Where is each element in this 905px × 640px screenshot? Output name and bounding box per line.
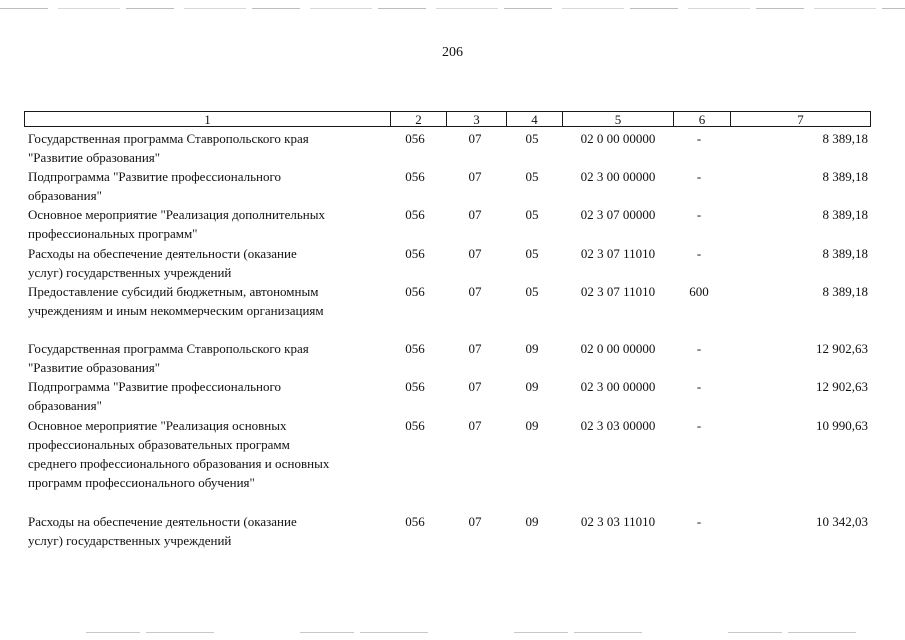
row-target-article: 02 0 00 00000: [580, 131, 656, 146]
row-name: Подпрограмма "Развитие профессионального образования": [28, 379, 281, 413]
row-subsection: 09: [525, 341, 539, 356]
row-name: Основное мероприятие "Реализация основных профессиональных образовательных программ среднего профессионального образования и основных программ профессионального обучения": [28, 418, 330, 490]
row-amount: 8 389,18: [822, 246, 868, 261]
row-code-admin: 056: [405, 169, 425, 184]
row-expense-type: -: [696, 341, 702, 356]
row-code-admin: 056: [405, 246, 425, 261]
row-amount: 8 389,18: [822, 169, 868, 184]
row-subsection: 05: [525, 169, 539, 184]
row-amount: 8 389,18: [822, 284, 868, 299]
row-subsection: 09: [525, 514, 539, 529]
row-target-article: 02 0 00 00000: [580, 341, 656, 356]
row-name: Государственная программа Ставропольского края "Развитие образования": [28, 131, 309, 165]
row-name: Государственная программа Ставропольского края "Развитие образования": [28, 341, 309, 375]
row-amount: 10 342,03: [816, 514, 868, 529]
row-section: 07: [468, 514, 482, 529]
row-code-admin: 056: [405, 418, 425, 433]
header-cell-3: 3: [447, 112, 507, 126]
header-cell-4: 4: [507, 112, 563, 126]
row-section: 07: [468, 207, 482, 222]
row-code-admin: 056: [405, 284, 425, 299]
row-amount: 12 902,63: [816, 379, 868, 394]
row-target-article: 02 3 00 00000: [580, 169, 656, 184]
row-target-article: 02 3 07 11010: [580, 246, 656, 261]
row-code-admin: 056: [405, 379, 425, 394]
row-code-admin: 056: [405, 514, 425, 529]
row-subsection: 05: [525, 246, 539, 261]
row-subsection: 05: [525, 207, 539, 222]
row-section: 07: [468, 284, 482, 299]
row-amount: 8 389,18: [822, 131, 868, 146]
row-target-article: 02 3 07 00000: [580, 207, 656, 222]
row-name: Расходы на обеспечение деятельности (оказание услуг) государственных учреждений: [28, 514, 297, 548]
row-amount: 12 902,63: [816, 341, 868, 356]
row-expense-type: 600: [689, 284, 709, 299]
row-expense-type: -: [696, 169, 702, 184]
row-name: Подпрограмма "Развитие профессионального образования": [28, 169, 281, 203]
row-amount: 8 389,18: [822, 207, 868, 222]
row-name: Расходы на обеспечение деятельности (оказание услуг) государственных учреждений: [28, 246, 297, 280]
row-name: Предоставление субсидий бюджетным, автономным учреждениям и иным некоммерческим организациям: [28, 284, 324, 318]
row-section: 07: [468, 131, 482, 146]
row-code-admin: 056: [405, 131, 425, 146]
row-expense-type: -: [696, 246, 702, 261]
row-section: 07: [468, 169, 482, 184]
row-section: 07: [468, 418, 482, 433]
row-target-article: 02 3 07 11010: [580, 284, 656, 299]
row-amount: 10 990,63: [816, 418, 868, 433]
header-cell-1: 1: [25, 112, 391, 126]
row-target-article: 02 3 00 00000: [580, 379, 656, 394]
row-expense-type: -: [696, 418, 702, 433]
row-expense-type: -: [696, 207, 702, 222]
row-section: 07: [468, 341, 482, 356]
row-target-article: 02 3 03 00000: [580, 418, 656, 433]
row-subsection: 05: [525, 131, 539, 146]
header-cell-2: 2: [391, 112, 447, 126]
scan-artifact-top: [0, 8, 905, 9]
page-number: 206: [442, 45, 463, 60]
scan-artifact-bottom: [0, 632, 905, 633]
header-cell-7: 7: [797, 112, 804, 127]
row-subsection: 05: [525, 284, 539, 299]
row-code-admin: 056: [405, 341, 425, 356]
row-name: Основное мероприятие "Реализация дополнительных профессиональных программ": [28, 207, 325, 241]
row-code-admin: 056: [405, 207, 425, 222]
row-target-article: 02 3 03 11010: [580, 514, 656, 529]
header-cell-5: 5: [563, 112, 674, 126]
row-section: 07: [468, 246, 482, 261]
row-subsection: 09: [525, 418, 539, 433]
row-expense-type: -: [696, 514, 702, 529]
row-section: 07: [468, 379, 482, 394]
table-header-row: [24, 111, 871, 127]
header-cell-6: 6: [674, 112, 731, 126]
row-expense-type: -: [696, 379, 702, 394]
row-expense-type: -: [696, 131, 702, 146]
row-subsection: 09: [525, 379, 539, 394]
